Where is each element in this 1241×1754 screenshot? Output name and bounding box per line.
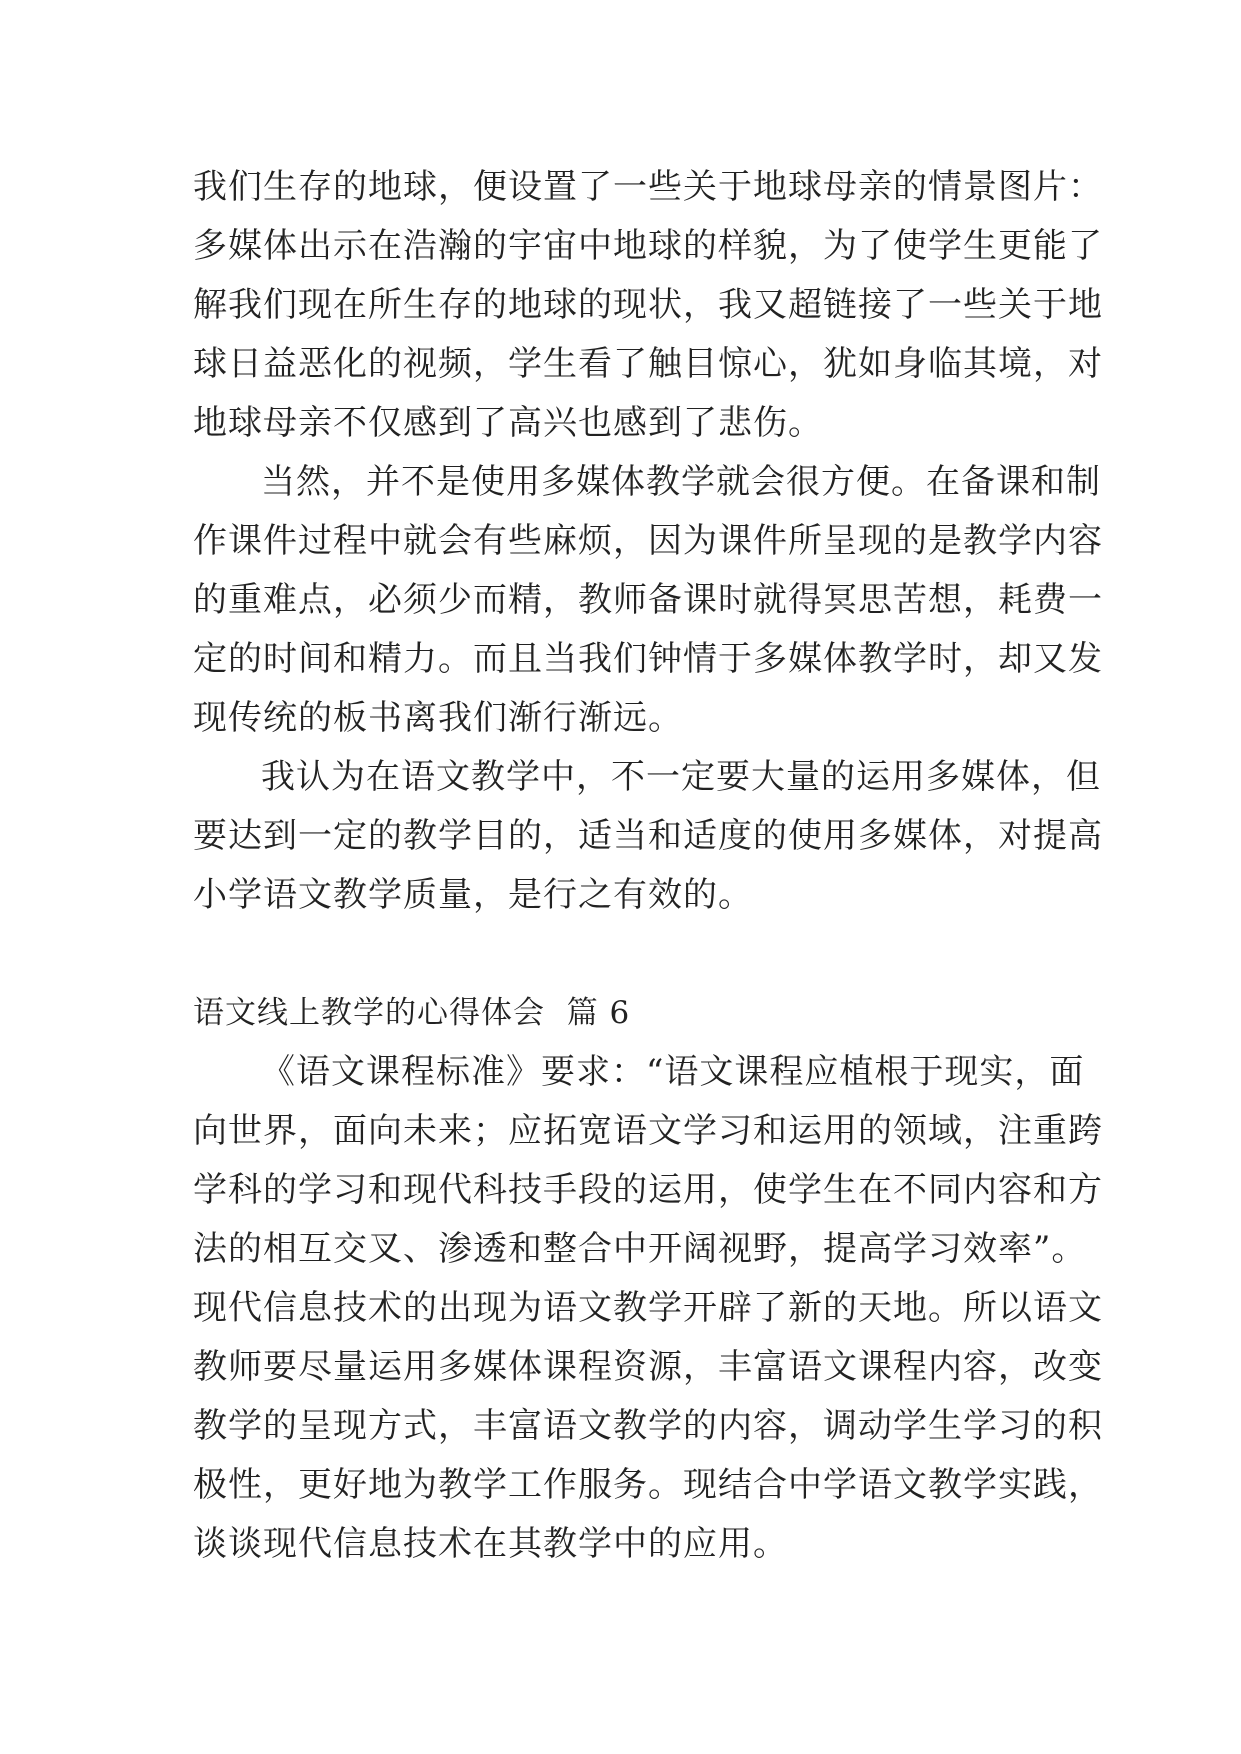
text-line: 向世界，面向未来；应拓宽语文学习和运用的领域，注重跨 [193,1111,1103,1151]
text-line: 教师要尽量运用多媒体课程资源，丰富语文课程内容，改变 [193,1347,1103,1387]
text-line: 作课件过程中就会有些麻烦，因为课件所呈现的是教学内容 [193,521,1103,561]
text-line: 的重难点，必须少而精，教师备课时就得冥思苦想，耗费一 [193,580,1103,620]
text-line: 谈谈现代信息技术在其教学中的应用。 [193,1524,788,1564]
text-line: 现传统的板书离我们渐行渐远。 [193,698,683,738]
paragraph-multimedia-drawbacks [193,453,1103,748]
paragraph-curriculum-standard [193,1043,1103,1574]
text-line: 多媒体出示在浩瀚的宇宙中地球的样貌，为了使学生更能了 [193,226,1103,266]
section-heading: 语文线上教学的心得体会 篇 6 [193,995,631,1031]
text-line: 极性，更好地为教学工作服务。现结合中学语文教学实践， [193,1465,1103,1505]
text-line: 要达到一定的教学目的，适当和适度的使用多媒体，对提高 [193,816,1103,856]
paragraph-conclusion [193,748,1103,925]
text-line: 解我们现在所生存的地球的现状，我又超链接了一些关于地 [193,285,1103,325]
text-line: 教学的呈现方式，丰富语文教学的内容，调动学生学习的积 [193,1406,1103,1446]
text-line: 学科的学习和现代科技手段的运用，使学生在不同内容和方 [193,1170,1103,1210]
text-line: 当然，并不是使用多媒体教学就会很方便。在备课和制 [261,462,1101,502]
text-line: 地球母亲不仅感到了高兴也感到了悲伤。 [193,403,823,443]
text-line: 现代信息技术的出现为语文教学开辟了新的天地。所以语文 [193,1288,1103,1328]
text-line: 《语文课程标准》要求：“语文课程应植根于现实，面 [261,1052,1085,1092]
text-line: 法的相互交叉、渗透和整合中开阔视野，提高学习效率”。 [193,1229,1087,1269]
text-line: 定的时间和精力。而且当我们钟情于多媒体教学时，却又发 [193,639,1103,679]
paragraph-earth-images [193,158,1103,453]
section-spacer [193,925,1073,984]
document-body [193,158,1103,1574]
text-line: 我认为在语文教学中，不一定要大量的运用多媒体，但 [261,757,1101,797]
text-line: 球日益恶化的视频，学生看了触目惊心，犹如身临其境，对 [193,344,1103,384]
text-line: 我们生存的地球，便设置了一些关于地球母亲的情景图片： [193,167,1103,207]
text-line: 小学语文教学质量，是行之有效的。 [193,875,753,915]
